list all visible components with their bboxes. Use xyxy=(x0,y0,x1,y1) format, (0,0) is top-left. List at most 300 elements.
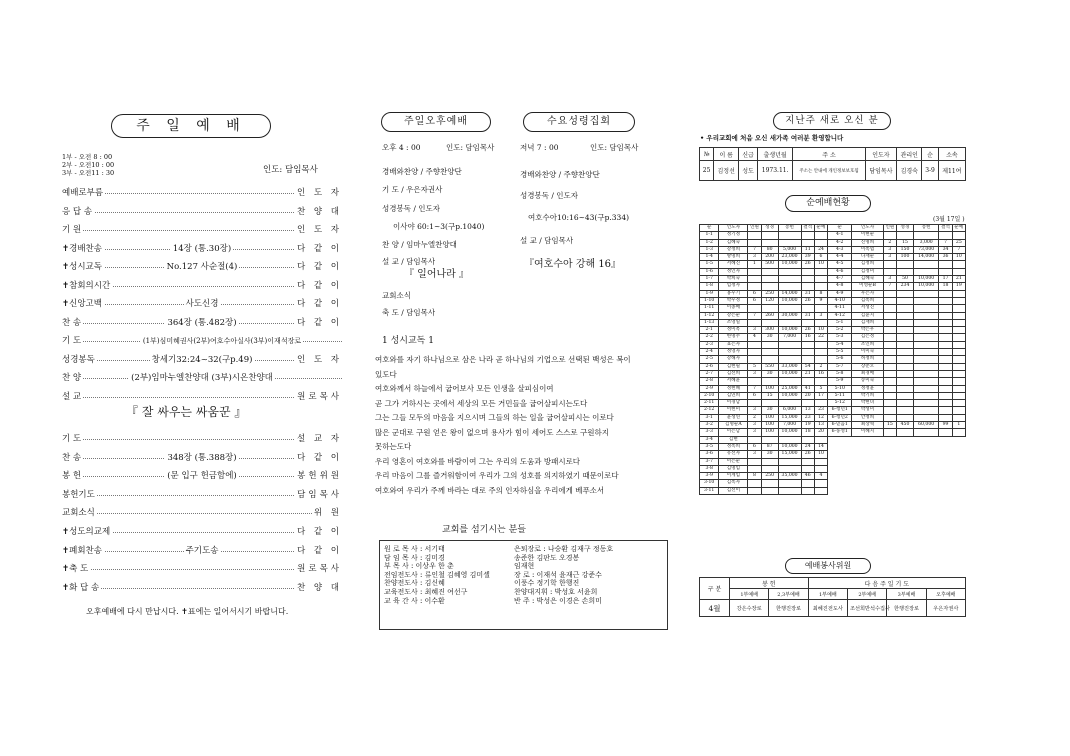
attendance-cell xyxy=(897,334,914,341)
attendance-cell xyxy=(778,232,801,239)
attendance-cell: 250 xyxy=(761,473,778,480)
attendance-empty-cell xyxy=(939,473,952,480)
new-member-cell: 김정선 xyxy=(714,161,739,181)
attendance-cell xyxy=(814,465,827,472)
service-time-2: 2부 - 오전10 : 00 xyxy=(62,161,115,169)
worship-order-row xyxy=(62,391,342,403)
new-member-header: 관리인 xyxy=(897,148,922,161)
attendance-cell xyxy=(913,392,938,399)
attendance-empty-cell xyxy=(883,436,896,443)
attendance-cell xyxy=(761,268,778,275)
attendance-cell: 방명희 xyxy=(719,254,748,261)
attendance-cell: 3-5 xyxy=(700,443,719,450)
attendance-cell: 조영일 xyxy=(719,319,748,326)
attendance-cell xyxy=(883,341,896,348)
attendance-cell: 2-6 xyxy=(700,363,719,370)
attendance-cell: 4-9 xyxy=(828,290,852,297)
attendance-cell xyxy=(748,305,761,312)
new-member-cell: 성도 xyxy=(739,161,758,181)
attendance-cell: 이종배 xyxy=(719,305,748,312)
attendance-cell xyxy=(952,385,965,392)
attendance-cell xyxy=(897,319,914,326)
attendance-cell xyxy=(748,276,761,283)
servant-line: 원 로 목 사 : 서기태 xyxy=(384,545,445,553)
attendance-cell: 윤성연 xyxy=(719,414,748,421)
attendance-empty-cell xyxy=(852,473,883,480)
attendance-cell xyxy=(801,465,814,472)
attendance-empty-cell xyxy=(852,443,883,450)
order-item-detail: 348장 (통.388장) xyxy=(167,452,237,463)
attendance-cell: 99 xyxy=(939,422,952,429)
attendance-cell: 25 xyxy=(952,239,965,246)
attendance-cell xyxy=(952,414,965,421)
order-item-detail: No.127 사순절(4) xyxy=(166,262,238,272)
responsive-line: 있도다 xyxy=(375,369,397,379)
worship-servants-title: 예배봉사위원 xyxy=(804,561,852,570)
attendance-cell xyxy=(897,232,914,239)
attendance-empty-cell xyxy=(828,487,852,494)
attendance-empty-cell xyxy=(939,436,952,443)
attendance-cell: 최상혁 xyxy=(852,422,883,429)
attendance-empty-cell xyxy=(897,465,914,472)
order-item-person: 위 원 xyxy=(313,508,342,519)
attendance-cell: 정기정 xyxy=(719,232,748,239)
afternoon-line-2: 기 도 / 우은자권사 xyxy=(382,185,443,194)
attendance-cell: 2-4 xyxy=(700,349,719,356)
attendance-cell xyxy=(883,334,896,341)
attendance-empty-cell xyxy=(828,443,852,450)
order-item-detail: (문 입구 헌금함에) xyxy=(167,471,237,482)
attendance-empty-cell xyxy=(828,480,852,487)
attendance-empty-cell xyxy=(897,451,914,458)
attendance-empty-cell xyxy=(913,465,938,472)
attendance-cell: 3-3 xyxy=(700,429,719,436)
attendance-cell xyxy=(939,305,952,312)
attendance-cell: 6-청년1 xyxy=(828,407,852,414)
attendance-cell xyxy=(748,480,761,487)
attendance-cell xyxy=(814,239,827,246)
attendance-empty-cell xyxy=(883,480,896,487)
attendance-empty-cell xyxy=(897,473,914,480)
servant-line: 송준한 김판도 오경봉 xyxy=(514,553,580,562)
attendance-cell xyxy=(778,341,801,348)
attendance-cell: 서혜윤 xyxy=(719,378,748,385)
attendance-cell: 6 xyxy=(814,254,827,261)
order-item-label: ✝화 답 송 xyxy=(62,582,100,593)
attendance-cell: 3 xyxy=(748,254,761,261)
worship-order-row xyxy=(62,243,342,255)
attendance-cell xyxy=(897,356,914,363)
attendance-cell xyxy=(913,356,938,363)
attendance-cell: 5-8 xyxy=(828,370,852,377)
attendance-cell: 21 xyxy=(952,276,965,283)
attendance-empty-cell xyxy=(952,451,965,458)
attendance-cell: 22 xyxy=(814,334,827,341)
attendance-empty-cell xyxy=(952,443,965,450)
worship-order-row xyxy=(62,489,342,501)
afternoon-sermon: 『 일어나라 』 xyxy=(404,269,469,280)
attendance-cell xyxy=(801,487,814,494)
attendance-cell: 15 xyxy=(897,239,914,246)
attendance-cell xyxy=(952,370,965,377)
attendance-cell xyxy=(801,268,814,275)
order-item-detail: 14장 (통.30장) xyxy=(172,243,232,254)
worship-order-row xyxy=(62,372,342,384)
wednesday-time: 저녁 7 : 00 xyxy=(520,143,559,152)
ws-sub-header: 2,3부예배 xyxy=(769,589,808,600)
attendance-cell xyxy=(801,436,814,443)
attendance-cell: 5-4 xyxy=(828,341,852,348)
attendance-cell xyxy=(952,312,965,319)
attendance-cell xyxy=(801,480,814,487)
attendance-cell: 100 xyxy=(761,385,778,392)
attendance-header: 성경 xyxy=(897,225,914,232)
new-member-header: 소속 xyxy=(938,148,965,161)
attendance-cell: 1-7 xyxy=(700,276,719,283)
attendance-empty-cell xyxy=(883,487,896,494)
attendance-cell: 2-9 xyxy=(700,385,719,392)
attendance-cell: 3-11 xyxy=(700,487,719,494)
attendance-cell xyxy=(761,400,778,407)
attendance-cell: 정인자 xyxy=(719,268,748,275)
worship-order-row xyxy=(62,335,342,347)
attendance-cell: 김윤지 xyxy=(852,312,883,319)
attendance-cell: 3-4 xyxy=(700,436,719,443)
attendance-cell: 15 xyxy=(761,392,778,399)
worship-order-row xyxy=(62,452,342,464)
attendance-cell xyxy=(883,261,896,268)
order-item-label: 설 교 xyxy=(62,391,82,402)
attendance-cell xyxy=(939,349,952,356)
attendance-cell: 이은순 xyxy=(719,458,748,465)
attendance-empty-cell xyxy=(939,443,952,450)
attendance-cell xyxy=(801,458,814,465)
order-item-person: 다 같 이 xyxy=(296,243,342,254)
attendance-empty-cell xyxy=(883,473,896,480)
attendance-cell: 1-8 xyxy=(700,283,719,290)
attendance-cell: 김선희 xyxy=(719,370,748,377)
main-sermon-title: 『 잘 싸우는 싸움꾼 』 xyxy=(126,405,247,419)
attendance-cell xyxy=(897,305,914,312)
attendance-cell xyxy=(814,349,827,356)
worship-order-row xyxy=(62,507,342,519)
attendance-empty-cell xyxy=(828,436,852,443)
attendance-cell xyxy=(883,297,896,304)
order-item-label: 찬 양 xyxy=(62,373,82,383)
attendance-cell xyxy=(939,261,952,268)
attendance-cell xyxy=(939,414,952,421)
order-item-person: 설 교 자 xyxy=(296,434,342,444)
attendance-empty-cell xyxy=(897,487,914,494)
attendance-cell xyxy=(913,429,938,436)
attendance-empty-cell xyxy=(883,451,896,458)
attendance-cell: 7,000 xyxy=(778,422,801,429)
attendance-cell: 10 xyxy=(814,261,827,268)
attendance-cell: 7 xyxy=(939,239,952,246)
attendance-cell xyxy=(913,363,938,370)
attendance-cell xyxy=(913,414,938,421)
new-member-header: 신급 xyxy=(739,148,758,161)
attendance-empty-cell xyxy=(897,436,914,443)
attendance-cell: 10 xyxy=(814,327,827,334)
attendance-cell xyxy=(913,400,938,407)
attendance-cell: 12 xyxy=(814,414,827,421)
servant-line: 찬양전도사 : 김신혜 xyxy=(384,579,445,588)
attendance-cell xyxy=(748,319,761,326)
order-item-person: 원로목사 xyxy=(297,391,342,402)
attendance-header: 순 xyxy=(700,225,719,232)
ws-value: 최혜진전도사 xyxy=(808,600,847,617)
attendance-cell xyxy=(952,334,965,341)
attendance-cell: 39 xyxy=(801,254,814,261)
attendance-cell: 정미옥 xyxy=(719,327,748,334)
attendance-cell: 7 xyxy=(883,283,896,290)
attendance-cell xyxy=(913,232,938,239)
attendance-cell: 1-10 xyxy=(700,297,719,304)
attendance-header: 봉헌 xyxy=(913,225,938,232)
ws-value: 조선희반석수집사 xyxy=(847,600,886,617)
order-item-label: ✝참회의시간 xyxy=(62,280,111,291)
attendance-cell xyxy=(952,232,965,239)
responsive-line: 그는 그들 모두의 마음을 지으시며 그들의 하는 일을 굽어살피시는 이로다 xyxy=(375,413,614,422)
attendance-cell xyxy=(748,378,761,385)
order-item-label: 기 도 xyxy=(62,434,82,444)
attendance-cell: 1-9 xyxy=(700,290,719,297)
attendance-cell: 박희숙 xyxy=(719,276,748,283)
attendance-cell: 김재희 xyxy=(852,319,883,326)
worship-order-row xyxy=(62,206,342,218)
attendance-cell xyxy=(939,268,952,275)
attendance-cell: 35,000 xyxy=(778,473,801,480)
attendance-cell xyxy=(801,276,814,283)
attendance-cell: 3 xyxy=(814,312,827,319)
attendance-cell xyxy=(913,319,938,326)
wednesday-line-2: 성경봉독 / 인도자 xyxy=(520,191,579,200)
attendance-cell: 4-2 xyxy=(828,239,852,246)
attendance-table xyxy=(699,224,966,495)
attendance-cell: 2-1 xyxy=(700,327,719,334)
attendance-empty-cell xyxy=(952,473,965,480)
attendance-cell: 24 xyxy=(814,246,827,253)
attendance-cell: 3 xyxy=(748,429,761,436)
attendance-cell xyxy=(939,385,952,392)
order-item-label: 찬 송 xyxy=(62,452,82,463)
afternoon-line-7: 교회소식 xyxy=(382,291,411,300)
attendance-title-box xyxy=(785,195,871,212)
attendance-cell xyxy=(913,268,938,275)
attendance-cell: 7 xyxy=(748,312,761,319)
attendance-cell: 23 xyxy=(801,414,814,421)
afternoon-line-1: 경배와찬양 / 주향찬양단 xyxy=(382,167,462,176)
attendance-cell: 16 xyxy=(814,370,827,377)
attendance-cell: 73,000 xyxy=(913,246,938,253)
attendance-cell xyxy=(801,283,814,290)
attendance-cell xyxy=(952,297,965,304)
order-item-person: 인 도 자 xyxy=(296,188,342,198)
attendance-cell xyxy=(814,487,827,494)
attendance-cell: 4-5 xyxy=(828,261,852,268)
attendance-cell: 이경남 xyxy=(719,400,748,407)
attendance-cell: 4-12 xyxy=(828,312,852,319)
attendance-cell xyxy=(761,436,778,443)
attendance-empty-cell xyxy=(952,487,965,494)
attendance-cell xyxy=(897,378,914,385)
attendance-cell xyxy=(913,341,938,348)
attendance-cell xyxy=(778,458,801,465)
attendance-cell: 이옥엽 xyxy=(852,246,883,253)
order-item-label: ✝성도의교제 xyxy=(62,527,111,537)
attendance-cell: 4-3 xyxy=(828,246,852,253)
attendance-cell xyxy=(939,363,952,370)
attendance-cell: 김정희 xyxy=(852,261,883,268)
attendance-cell: 이현순 xyxy=(852,232,883,239)
attendance-cell: 10,000 xyxy=(778,443,801,450)
attendance-cell xyxy=(939,378,952,385)
attendance-cell: 3,000 xyxy=(913,239,938,246)
servant-line: 담 임 목 사 : 김미경 xyxy=(384,553,445,562)
afternoon-line-4: 이사야 60:1~3(구p.1040) xyxy=(393,222,485,231)
new-member-header: 인도자 xyxy=(865,148,897,161)
attendance-cell: 450 xyxy=(897,422,914,429)
attendance-cell: 5,000 xyxy=(778,246,801,253)
new-members-title-box xyxy=(773,112,891,130)
attendance-cell: 2-7 xyxy=(700,370,719,377)
attendance-cell xyxy=(913,334,938,341)
attendance-empty-cell xyxy=(828,451,852,458)
attendance-cell: 5-11 xyxy=(828,392,852,399)
attendance-cell xyxy=(939,327,952,334)
new-member-header: 순 xyxy=(922,148,938,161)
attendance-cell: 2-5 xyxy=(700,356,719,363)
worship-order-row xyxy=(62,280,342,292)
attendance-header: 결석 xyxy=(939,225,952,232)
leader-dots xyxy=(62,513,342,514)
attendance-cell xyxy=(814,305,827,312)
attendance-cell xyxy=(952,268,965,275)
attendance-cell xyxy=(778,319,801,326)
attendance-cell xyxy=(814,232,827,239)
attendance-cell xyxy=(913,349,938,356)
attendance-cell: 이미숙 xyxy=(852,349,883,356)
attendance-cell: 서혜진 xyxy=(719,261,748,268)
attendance-cell: 30 xyxy=(761,451,778,458)
attendance-cell xyxy=(913,370,938,377)
attendance-cell xyxy=(814,436,827,443)
attendance-header: 인도자 xyxy=(719,225,748,232)
main-service-title: 주 일 예 배 xyxy=(136,118,246,134)
attendance-cell xyxy=(939,319,952,326)
attendance-cell xyxy=(778,239,801,246)
attendance-cell: 6 xyxy=(748,392,761,399)
attendance-header: 순 xyxy=(828,225,852,232)
worship-servants-table xyxy=(699,577,966,617)
attendance-cell xyxy=(778,487,801,494)
attendance-empty-cell xyxy=(952,436,965,443)
wednesday-sermon: 『여호수아 강해 16』 xyxy=(524,259,622,270)
attendance-cell: 김현필 xyxy=(719,363,748,370)
attendance-empty-cell xyxy=(913,436,938,443)
attendance-empty-cell xyxy=(897,458,914,465)
attendance-cell xyxy=(952,327,965,334)
attendance-cell xyxy=(939,392,952,399)
ws-header-prayer: 다 음 주 일 기 도 xyxy=(808,578,965,589)
attendance-cell xyxy=(883,385,896,392)
attendance-cell xyxy=(897,392,914,399)
attendance-cell xyxy=(939,312,952,319)
attendance-cell xyxy=(952,407,965,414)
attendance-cell: 2 xyxy=(748,414,761,421)
responsive-line: 곧 그가 거하시는 곳에서 세상의 모든 거민들을 굽어살피시는도다 xyxy=(375,398,588,408)
attendance-cell: 100 xyxy=(761,414,778,421)
attendance-cell: 송미숙 xyxy=(852,378,883,385)
responsive-reading-title: 1 성시교독 1 xyxy=(382,336,434,346)
wednesday-title: 수요성령집회 xyxy=(547,116,611,127)
worship-order-row xyxy=(62,224,342,236)
attendance-cell: 박현녀 xyxy=(852,400,883,407)
attendance-cell: 3 xyxy=(883,254,896,261)
attendance-cell: 14,000 xyxy=(778,290,801,297)
attendance-cell xyxy=(761,356,778,363)
attendance-cell xyxy=(939,370,952,377)
main-service-title-box xyxy=(111,114,271,138)
attendance-cell: 6 xyxy=(748,297,761,304)
attendance-cell: 3 xyxy=(748,370,761,377)
afternoon-time: 오후 4 : 00 xyxy=(382,143,421,152)
attendance-cell xyxy=(748,400,761,407)
attendance-cell: 18 xyxy=(801,429,814,436)
attendance-cell xyxy=(778,436,801,443)
ws-sub-header: 3부예배 xyxy=(887,589,926,600)
attendance-cell xyxy=(801,356,814,363)
attendance-cell: 6-믿음1 xyxy=(828,422,852,429)
attendance-cell: 26 xyxy=(801,451,814,458)
attendance-cell: 강은순 xyxy=(719,312,748,319)
attendance-empty-cell xyxy=(828,473,852,480)
attendance-cell: 30 xyxy=(761,370,778,377)
attendance-cell: 5 xyxy=(814,385,827,392)
order-item-label: ✝축 도 xyxy=(62,564,89,575)
attendance-cell: 234 xyxy=(897,283,914,290)
attendance-cell xyxy=(883,429,896,436)
main-service-footer: 오후예배에 다시 만납시다. ✝표에는 일어서시기 바랍니다. xyxy=(86,607,289,616)
worship-order-row xyxy=(62,187,342,199)
attendance-cell xyxy=(952,261,965,268)
attendance-cell xyxy=(952,290,965,297)
attendance-empty-cell xyxy=(939,451,952,458)
attendance-cell xyxy=(883,414,896,421)
responsive-line: 여호와를 자기 하나님으로 삼은 나라 곧 하나님의 기업으로 선택된 백성은 복이 xyxy=(375,355,631,364)
attendance-cell: 정옥희 xyxy=(719,443,748,450)
attendance-cell: 홍우기 xyxy=(719,290,748,297)
attendance-cell xyxy=(897,312,914,319)
attendance-cell xyxy=(913,305,938,312)
attendance-cell xyxy=(952,378,965,385)
attendance-cell: 9 xyxy=(814,297,827,304)
attendance-cell: 안정희 xyxy=(852,414,883,421)
attendance-cell xyxy=(913,378,938,385)
attendance-cell: 80 xyxy=(761,246,778,253)
attendance-empty-cell xyxy=(913,487,938,494)
attendance-cell: 120 xyxy=(761,297,778,304)
order-item-person: 다 같 이 xyxy=(296,452,342,463)
attendance-cell: 8 xyxy=(814,290,827,297)
attendance-cell: 30 xyxy=(761,334,778,341)
attendance-cell xyxy=(897,429,914,436)
attendance-cell: 김옥자 xyxy=(719,480,748,487)
new-member-cell: 3-9 xyxy=(922,161,938,181)
attendance-cell xyxy=(913,290,938,297)
attendance-cell xyxy=(748,487,761,494)
